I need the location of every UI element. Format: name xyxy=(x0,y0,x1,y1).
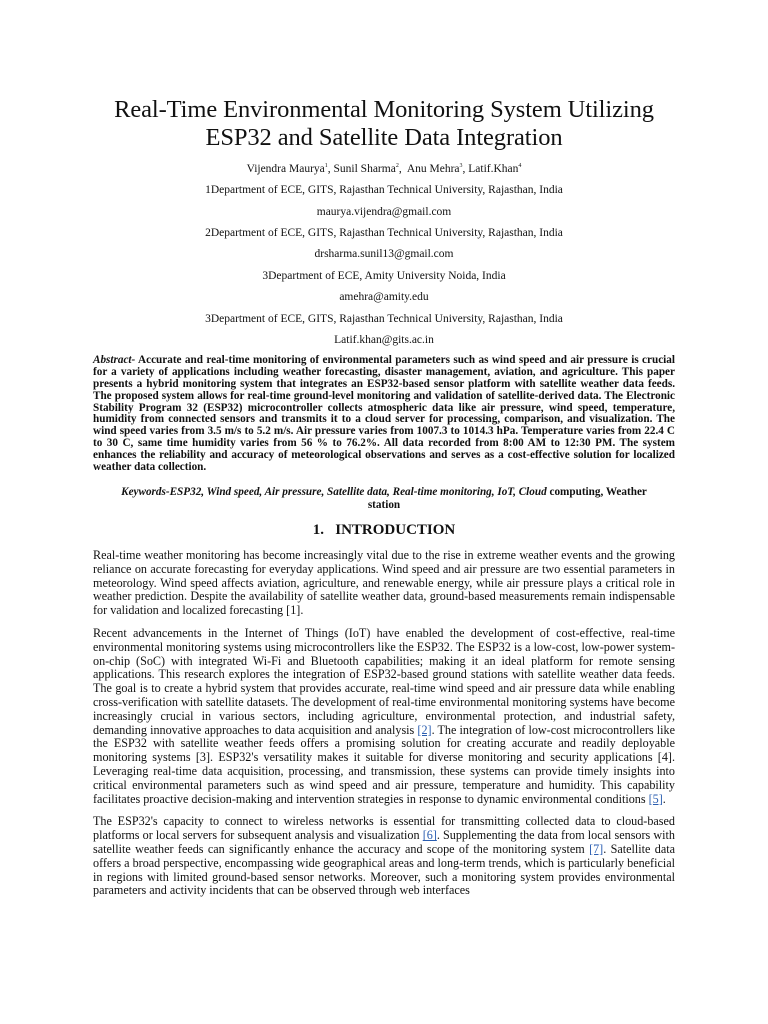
paragraph-text: . Supplementing the data from local sensors with satellite weather feeds can significantly enhance the accuracy and scope of the monitoring system xyxy=(93,828,675,856)
affiliation-1: 1Department of ECE, GITS, Rajasthan Technical University, Rajasthan, India xyxy=(205,184,563,197)
author-sup: 3 xyxy=(459,163,463,169)
intro-paragraph-2 xyxy=(93,627,675,806)
keywords-rest: computing, Weather station xyxy=(367,486,647,512)
abstract xyxy=(93,355,675,474)
author-sup: 2 xyxy=(395,163,399,169)
intro-paragraph-3 xyxy=(93,815,675,898)
email-4: Latif.khan@gits.ac.in xyxy=(334,333,434,346)
citation-link-5[interactable]: [5] xyxy=(648,791,663,806)
abstract-lead: Abstract- xyxy=(93,353,136,366)
email-2: drsharma.sunil13@gmail.com xyxy=(314,248,454,261)
paper-title: Real-Time Environmental Monitoring System Utilizing ESP32 and Satellite Data Integration xyxy=(114,96,654,151)
paper-page xyxy=(93,96,675,907)
author-separator: , xyxy=(398,162,407,175)
email-3: amehra@amity.edu xyxy=(339,291,429,304)
affiliation-4: 3Department of ECE, GITS, Rajasthan Technical University, Rajasthan, India xyxy=(205,312,563,325)
author-separator: , xyxy=(327,162,334,175)
citation-link-7[interactable]: [7] xyxy=(589,841,604,856)
author-name: Vijendra Maurya xyxy=(246,162,325,175)
paragraph-text: . Satellite data offers a broad perspective, encompassing wide geographical areas and long-term trends, which is particularly beneficial in regions with limited ground-based sensor networks. Moreover, such a monitoring system provides environmental parameters and activity incidents that can be observed through web interfaces xyxy=(93,841,675,898)
intro-paragraph-1: Real-time weather monitoring has become increasingly vital due to the rise in extreme weather events and the growing reliance on accurate forecasting for everyday applications. Wind speed and air pressure are two essential parameters in meteorology. Wind speed affects aviation, agriculture, and renewable energy, while air pressure plays a critical role in weather prediction. Despite the availability of satellite weather data, ground-based measurements remain indispensable for validation and localized forecasting [1]. xyxy=(93,548,675,618)
abstract-text: Accurate and real-time monitoring of environmental parameters such as wind speed and air pressure is crucial for a variety of applications including weather forecasting, disaster management, aviation, and agriculture. This paper presents a hybrid monitoring system that integrates an ESP32-based sensor platform with satellite weather data feeds. The proposed system allows for real-time ground-level monitoring and validation of satellite-derived data. The Electronic Stability Program 32 (ESP32) microcontroller collects atmospheric data like air pressure, wind speed, temperature, humidity from connected sensors and transmits it to a cloud server for processing, comparison, and visualization. The wind speed varies from 3.5 m/s to 5.2 m/s. Air pressure varies from 1007.3 to 1014.3 hPa. Temperature varies from 22.4 C to 30 C, same time humidity varies from 56 % to 76.2%. All data recorded from 8:00 AM to 12:30 PM. The system enhances the reliability and accuracy of meteorological observations and serves as a cost-effective solution for localized weather data collection. xyxy=(93,353,675,474)
paragraph-text: The ESP32's capacity to connect to wireless networks is essential for transmitting collected data to cloud-based platforms or local servers for subsequent analysis and visualization xyxy=(93,814,675,843)
paragraph-text: Recent advancements in the Internet of Things (IoT) have enabled the development of cost-effective, real-time environmental monitoring systems using microcontrollers like the ESP32. The ESP32 is a low-cost, low-power system-on-chip (SoC) with integrated Wi-Fi and Bluetooth capabilities; making it an ideal platform for remote sensing applications. This research explores the integration of ESP32-based ground stations with satellite weather data feeds. The goal is to create a hybrid system that provides accurate, real-time wind speed and air pressure data while enabling cross-verification with satellite datasets. The development of real-time environmental monitoring systems have become increasingly crucial in various sectors, including agriculture, environmental protection, and industrial safety, demanding innovative approaches to data acquisition and analysis xyxy=(93,626,675,737)
citation-link-2[interactable]: [2] xyxy=(417,722,432,737)
section-heading-introduction: 1. INTRODUCTION xyxy=(312,522,456,539)
author-name: Latif.Khan xyxy=(468,162,519,175)
author-name: Anu Mehra xyxy=(406,162,460,175)
keywords-lead: Keywords-ESP32, Wind speed, Air pressure, Satellite data, Real-time monitoring, IoT, Cloud xyxy=(121,486,547,499)
author-sup: 1 xyxy=(324,163,328,169)
keywords xyxy=(93,486,675,512)
citation-link-6[interactable]: [6] xyxy=(422,828,437,843)
paragraph-text: . xyxy=(662,791,666,806)
author-sup: 4 xyxy=(518,163,522,169)
author-list xyxy=(93,159,675,176)
paragraph-text: . The integration of low-cost microcontrollers like the ESP32 with satellite weather feeds offers a promising solution for creating accurate and readily deployable monitoring systems [3]. ESP32's versatility makes it suitable for diverse monitoring and security applications [4]. Leveraging real-time data acquisition, processing, and transmission, these systems can provide timely insights into critical environmental parameters such as wind speed and air pressure, temperature and humidity. This capability facilitates proactive decision-making and intervention strategies in response to dynamic environmental conditions xyxy=(93,722,675,806)
email-1: maurya.vijendra@gmail.com xyxy=(316,205,452,218)
affiliation-2: 2Department of ECE, GITS, Rajasthan Technical University, Rajasthan, India xyxy=(205,227,563,239)
author-separator: , xyxy=(462,162,469,175)
author-name: Sunil Sharma xyxy=(333,162,396,175)
affiliation-3: 3Department of ECE, Amity University Noida, India xyxy=(262,269,506,282)
